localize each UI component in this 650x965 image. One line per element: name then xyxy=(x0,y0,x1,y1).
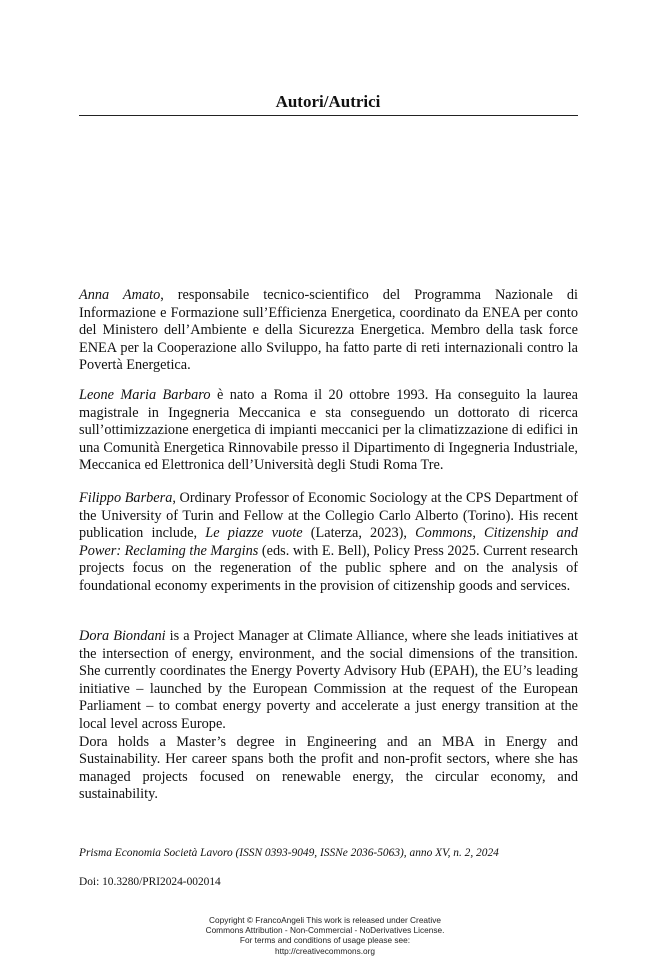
author-name: Anna Amato xyxy=(79,287,161,303)
title-divider xyxy=(79,115,578,116)
author-name: Leone Maria Barbaro xyxy=(79,387,211,403)
copyright-line: Copyright © FrancoAngeli This work is released under Creative xyxy=(209,915,441,925)
author-bio-text: Dora holds a Master’s degree in Engineering and an MBA in Energy and Sustainability. Her career spans both the profit and non-profit sectors, where she has managed projects focused on renewable energy, the circular economy, and sustainability. xyxy=(79,733,578,803)
author-bio-text: is a Project Manager at Climate Alliance, where she leads initiatives at the intersection of energy, environment, and the social dimensions of the transition. She currently coordinates the Energy Poverty Advisory Hub (EPAH), the EU’s leading initiative – launched by the European Commission at the request of the European Parliament – to combat energy poverty and accelerate a just energy transition at the local level across Europe. xyxy=(79,628,578,732)
author-bio-text: (eds. with E. Bell), Policy Press 2025. Current research projects focus on the regeneration of the public sphere and on the analysis of foundational economy experiments in the provision of citizenship goods and services. xyxy=(79,542,578,594)
book-title: Commons, Citizenship and Power: Reclaming the Margins xyxy=(79,525,578,559)
copyright-line: For terms and conditions of usage please see: xyxy=(239,935,411,946)
copyright-notice xyxy=(180,915,470,956)
copyright-line: Commons Attribution - Non-Commercial - NoDerivatives License. xyxy=(205,925,445,936)
author-bio-text: è nato a Roma il 20 ottobre 1993. Ha conseguito la laurea magistrale in Ingegneria Meccanica e sta conseguendo un dottorato di ricerca sull’ottimizzazione energetica di impianti meccanici per la climatizzazione di edifici in una Comunità Energetica Rinnovabile presso il Dipartimento di Ingegneria Industriale, Meccanica ed Elettronica dell’Università degli Studi Roma Tre. xyxy=(79,387,578,474)
author-name: Dora Biondani xyxy=(79,628,166,644)
author-name: Filippo Barbera xyxy=(79,490,173,506)
author-bio-amato xyxy=(79,287,578,375)
author-bio-barbera xyxy=(79,490,578,596)
author-bio-text: , responsabile tecnico-scientifico del Programma Nazionale di Informazione e Formazione sull’Efficienza Energetica, coordinato da ENEA per conto del Ministero dell’Ambiente e della Sicurezza Energetica. Membro della task force ENEA per la Cooperazione allo Sviluppo, ha fatto parte di reti internazionali contro la Povertà Energetica. xyxy=(79,287,578,374)
author-bio-text: , Ordinary Professor of Economic Sociology at the CPS Department of the University of Turin and Fellow at the Collegio Carlo Alberto (Torino). His recent publication include, xyxy=(79,490,579,542)
page-title: Autori/Autrici xyxy=(275,92,381,111)
copyright-link[interactable]: http://creativecommons.org xyxy=(274,945,376,956)
author-bio-barbaro xyxy=(79,387,578,475)
author-bio-biondani xyxy=(79,628,578,804)
doi-line: Doi: 10.3280/PRI2024-002014 xyxy=(79,876,221,888)
author-bio-text: (Laterza, 2023), xyxy=(302,525,416,542)
book-title: Le piazze vuote xyxy=(205,525,303,542)
journal-citation: Prisma Economia Società Lavoro (ISSN 0393-9049, ISSNe 2036-5063), anno XV, n. 2, 2024 xyxy=(79,847,499,859)
